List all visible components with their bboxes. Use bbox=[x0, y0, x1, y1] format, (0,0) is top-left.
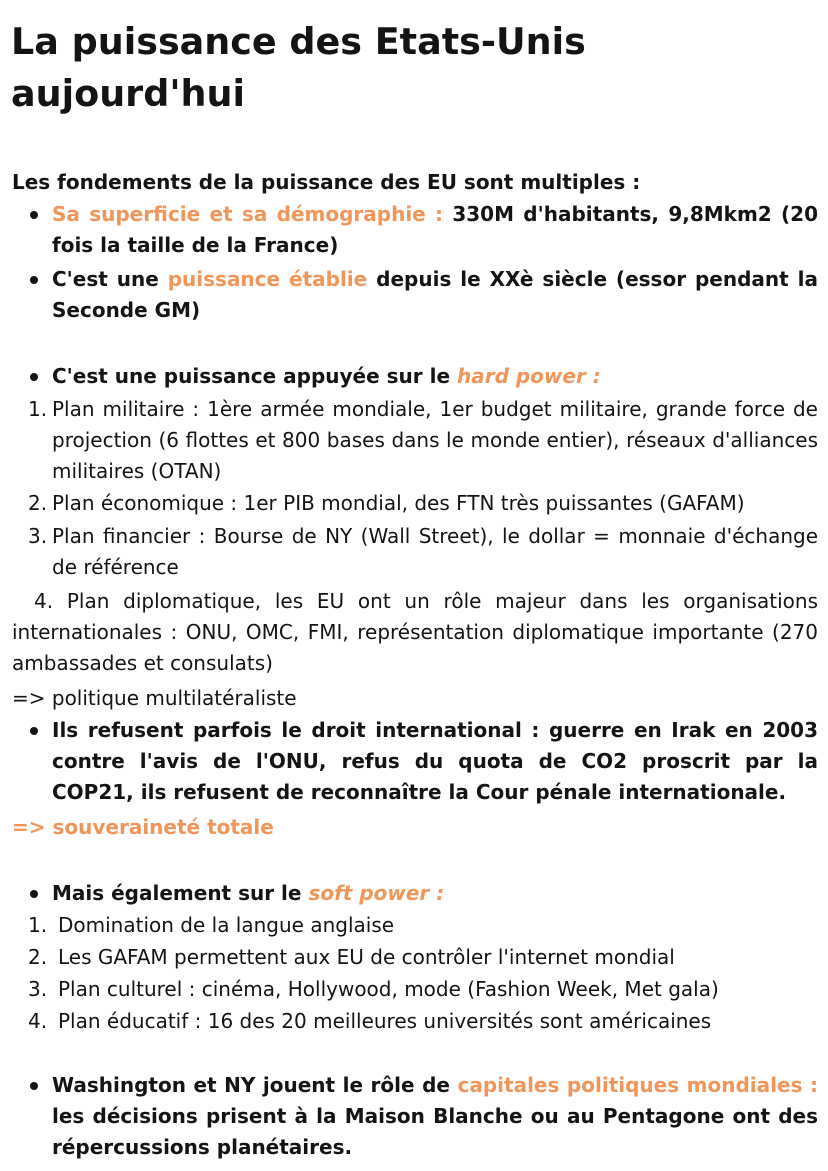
bullet-soft-pre: Mais également sur le bbox=[52, 881, 309, 905]
bullet-dot bbox=[30, 211, 38, 219]
hard-item-financier: Plan financier : Bourse de NY (Wall Street), le dollar = monnaie d'échange de référence bbox=[52, 524, 818, 579]
intro-text: Les fondements de la puissance des EU sont multiples : bbox=[12, 170, 641, 194]
bullet-hard-pre: C'est une puissance appuyée sur le bbox=[52, 364, 457, 388]
list-number: 2. bbox=[28, 491, 48, 515]
soft-item-gafam: Les GAFAM permettent aux EU de contrôler l'internet mondial bbox=[58, 945, 675, 969]
bullet-soft-power bbox=[52, 878, 818, 909]
bullet-capitales-rest: les décisions prisent à la Maison Blanche ou au Pentagone ont des répercussions planétaires. bbox=[52, 1104, 818, 1159]
highlight-capitales: capitales politiques mondiales : bbox=[457, 1073, 819, 1097]
highlight-soft-power: soft power : bbox=[308, 881, 445, 905]
bullet-etablie-rest: depuis le XXè siècle (essor pendant la Seconde GM) bbox=[52, 267, 818, 322]
soft-item-langue: Domination de la langue anglaise bbox=[58, 913, 395, 937]
bullet-dot bbox=[30, 727, 38, 735]
bullet-superficie-text: 330M d'habitants, 9,8Mkm2 (20 fois la taille de la France) bbox=[52, 202, 818, 257]
arrow-multilateraliste: => politique multilatéraliste bbox=[12, 686, 297, 710]
bullet-dot bbox=[30, 1082, 38, 1090]
bullet-puissance-etablie bbox=[52, 264, 818, 326]
list-number: 1. bbox=[28, 397, 48, 421]
hard-item-diplomatique bbox=[12, 586, 818, 679]
highlight-puissance-etablie: puissance établie bbox=[167, 267, 368, 291]
bullet-etablie-pre: C'est une bbox=[52, 267, 168, 291]
hard-item-diplomatique-text: Plan diplomatique, les EU ont un rôle majeur dans les organisations internationales : ONU, OMC, FMI, représentation diplomatique importante (270 ambassades et consulats) bbox=[12, 589, 818, 675]
list-number: 3. bbox=[28, 524, 48, 548]
bullet-superficie bbox=[52, 199, 818, 261]
list-number: 3. bbox=[28, 977, 48, 1001]
bullet-dot bbox=[30, 373, 38, 381]
list-number: 1. bbox=[28, 913, 48, 937]
bullet-capitales bbox=[52, 1070, 818, 1163]
list-number: 4. bbox=[28, 1009, 48, 1033]
hard-item-economique: Plan économique : 1er PIB mondial, des FTN très puissantes (GAFAM) bbox=[52, 491, 745, 515]
list-number: 2. bbox=[28, 945, 48, 969]
bullet-droit-international: Ils refusent parfois le droit international : guerre en Irak en 2003 contre l'avis de l'ONU, refus du quota de CO2 proscrit par la COP21, ils refusent de reconnaître la Cour pénale internationale. bbox=[52, 718, 818, 804]
list-number: 4. bbox=[34, 589, 54, 613]
highlight-hard-power: hard power : bbox=[456, 364, 601, 388]
soft-item-educatif: Plan éducatif : 16 des 20 meilleures universités sont américaines bbox=[58, 1009, 712, 1033]
arrow-souverainete: => souveraineté totale bbox=[12, 815, 274, 839]
bullet-capitales-pre: Washington et NY jouent le rôle de bbox=[52, 1073, 458, 1097]
bullet-dot bbox=[30, 276, 38, 284]
bullet-dot bbox=[30, 890, 38, 898]
soft-item-culturel: Plan culturel : cinéma, Hollywood, mode (Fashion Week, Met gala) bbox=[58, 977, 719, 1001]
page-title: La puissance des Etats-Unis aujourd'hui bbox=[11, 20, 586, 115]
bullet-hard-power bbox=[52, 361, 818, 392]
highlight-superficie: Sa superficie et sa démographie : bbox=[52, 202, 444, 226]
hard-item-militaire: Plan militaire : 1ère armée mondiale, 1er budget militaire, grande force de projection (6 flottes et 800 bases dans le monde entier), réseaux d'alliances militaires (OTAN) bbox=[52, 397, 818, 483]
